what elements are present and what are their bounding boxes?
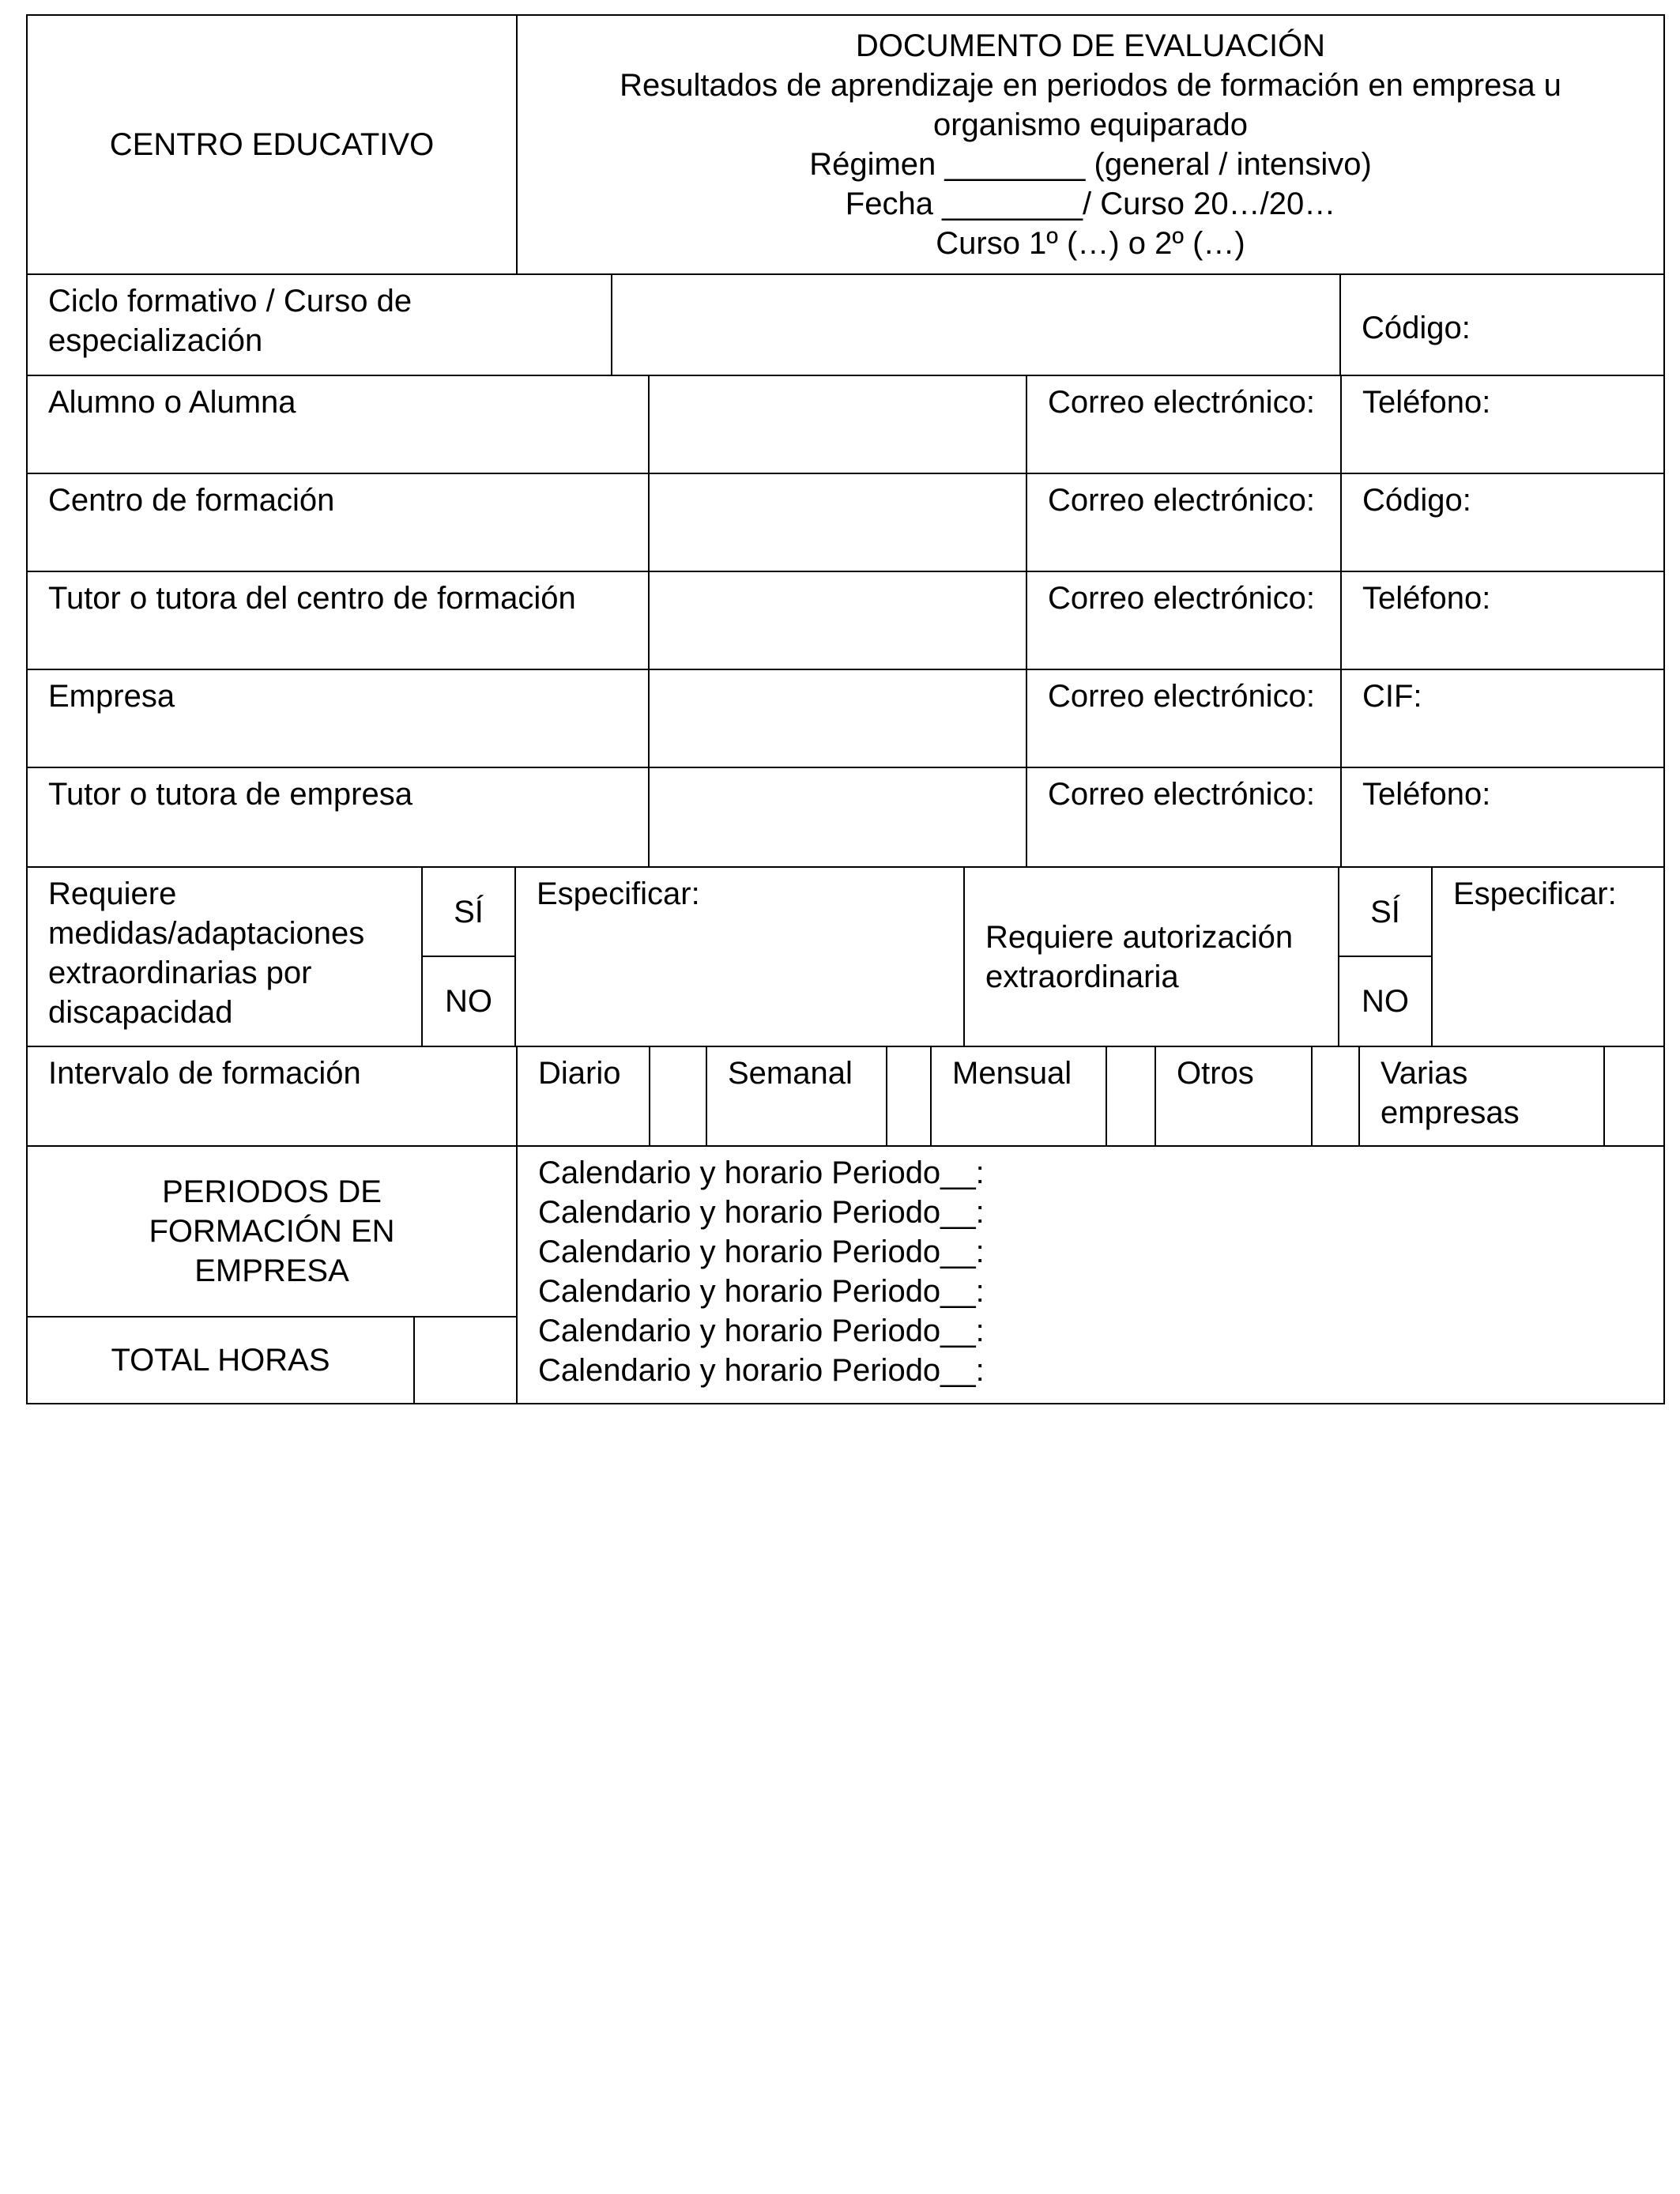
ciclo-codigo-field[interactable] (1341, 275, 1663, 375)
medidas-especificar-field[interactable]: Especificar: (516, 868, 965, 1046)
calendar-line-4[interactable]: Calendario y horario Periodo__: (538, 1274, 985, 1309)
autorizacion-no-option[interactable] (1339, 957, 1433, 1046)
alumno-email-field[interactable]: Correo electrónico: (1027, 376, 1342, 474)
calendar-line-6[interactable]: Calendario y horario Periodo__: (538, 1353, 985, 1388)
intervalo-row (26, 1047, 1665, 1147)
autorizacion-label (965, 868, 1339, 1046)
tutor-centro-field[interactable] (650, 572, 1027, 670)
evaluation-form (26, 14, 1665, 1404)
centro-formacion-email-field[interactable]: Correo electrónico: (1027, 474, 1342, 572)
calendar-line-2[interactable]: Calendario y horario Periodo__: (538, 1195, 985, 1230)
alumno-field[interactable] (650, 376, 1027, 474)
intervalo-checkbox-varias[interactable] (1605, 1047, 1663, 1145)
fecha-curso-line[interactable]: Fecha ________/ Curso 20…/20… (845, 187, 1336, 221)
tutor-centro-telefono-field[interactable]: Teléfono: (1342, 572, 1663, 670)
total-horas-field[interactable] (415, 1318, 518, 1403)
ciclo-row (26, 275, 1665, 376)
intervalo-option-mensual-label: Mensual (932, 1047, 1107, 1145)
empresa-cif-field[interactable]: CIF: (1342, 670, 1663, 768)
intervalo-checkbox-otros[interactable] (1313, 1047, 1360, 1145)
autorizacion-text: Requiere autorización extraordinaria (985, 919, 1294, 994)
periodos-title-cell (28, 1147, 518, 1318)
tutor-empresa-telefono-field[interactable]: Teléfono: (1362, 777, 1491, 812)
periodos-section (26, 1147, 1665, 1404)
medidas-si-option[interactable] (423, 868, 516, 957)
si-label: SÍ (1370, 894, 1400, 929)
document-subtitle-line1: Resultados de aprendizaje en periodos de formación en empresa u (620, 68, 1561, 103)
alumno-telefono-field[interactable]: Teléfono: (1342, 376, 1663, 474)
medidas-label: Requiere medidas/adaptaciones extraordinarias por discapacidad (28, 868, 423, 1046)
intervalo-option-diario-label: Diario (518, 1047, 650, 1145)
alumno-label: Alumno o Alumna (28, 376, 650, 474)
document-title: DOCUMENTO DE EVALUACIÓN (855, 28, 1326, 63)
centro-formacion-label: Centro de formación (28, 474, 650, 572)
intervalo-label: Intervalo de formación (28, 1047, 518, 1145)
tutor-empresa-label: Tutor o tutora de empresa (28, 768, 650, 866)
tutor-empresa-field[interactable] (650, 768, 1027, 866)
autorizacion-especificar-field[interactable]: Especificar: (1453, 876, 1617, 911)
empresa-email-field[interactable]: Correo electrónico: (1027, 670, 1342, 768)
total-horas-label: TOTAL HORAS (111, 1343, 330, 1378)
medidas-no-option[interactable] (423, 957, 516, 1046)
si-label: SÍ (454, 894, 484, 929)
autorizacion-si-option[interactable] (1339, 868, 1433, 957)
no-label: NO (445, 984, 492, 1019)
tutor-centro-email-field[interactable]: Correo electrónico: (1027, 572, 1342, 670)
ciclo-label: Ciclo formativo / Curso de especialización (28, 275, 612, 375)
centro-formacion-field[interactable] (650, 474, 1027, 572)
intervalo-option-semanal-label: Semanal (707, 1047, 887, 1145)
intervalo-option-varias-label: Varias empresas (1360, 1047, 1605, 1145)
total-horas-cell (28, 1318, 415, 1403)
document-title-cell (518, 16, 1663, 273)
centro-educativo-cell (28, 16, 518, 273)
codigo-label: Código: (1362, 311, 1471, 345)
personas-table (26, 376, 1665, 868)
periodos-title: PERIODOS DE FORMACIÓN EN EMPRESA (149, 1174, 395, 1288)
document-subtitle-line2: organismo equiparado (932, 107, 1249, 142)
tutor-centro-label: Tutor o tutora del centro de formación (28, 572, 650, 670)
calendar-line-5[interactable]: Calendario y horario Periodo__: (538, 1314, 985, 1348)
no-label: NO (1362, 984, 1409, 1019)
intervalo-option-otros-label: Otros (1156, 1047, 1313, 1145)
centro-educativo-label: CENTRO EDUCATIVO (109, 127, 435, 162)
intervalo-checkbox-mensual[interactable] (1107, 1047, 1156, 1145)
empresa-label: Empresa (28, 670, 650, 768)
regimen-line[interactable]: Régimen ________ (general / intensivo) (809, 147, 1372, 182)
empresa-field[interactable] (650, 670, 1027, 768)
form-header (26, 14, 1665, 275)
calendar-line-3[interactable]: Calendario y horario Periodo__: (538, 1235, 985, 1269)
tutor-empresa-email-field[interactable]: Correo electrónico: (1027, 768, 1342, 866)
intervalo-checkbox-diario[interactable] (650, 1047, 707, 1145)
calendar-line-1[interactable]: Calendario y horario Periodo__: (538, 1155, 985, 1190)
centro-formacion-codigo-field[interactable]: Código: (1342, 474, 1663, 572)
calendar-cell (518, 1147, 1663, 1403)
requiere-row (26, 868, 1665, 1047)
curso-line[interactable]: Curso 1º (…) o 2º (…) (936, 226, 1245, 261)
ciclo-field[interactable] (612, 275, 1341, 375)
intervalo-checkbox-semanal[interactable] (887, 1047, 932, 1145)
